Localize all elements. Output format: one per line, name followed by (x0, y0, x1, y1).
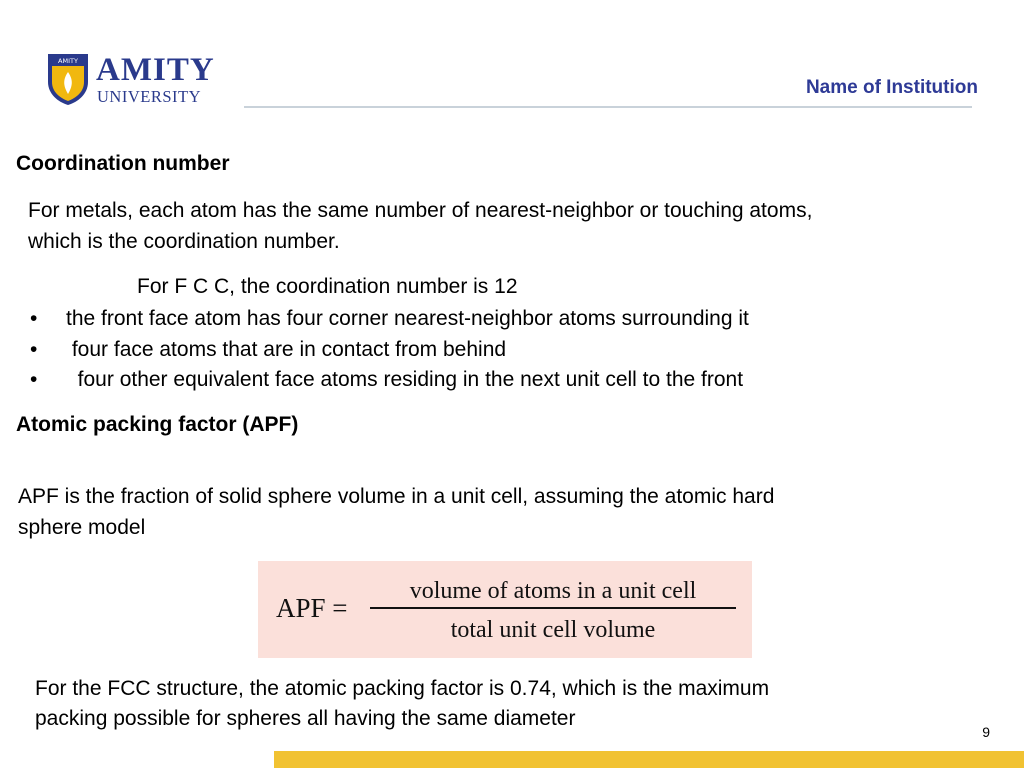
amity-logo (46, 52, 226, 110)
bullet-text: four other equivalent face atoms residing in the next unit cell to the front (66, 368, 744, 391)
footer-bar (274, 751, 1024, 768)
formula-lhs: APF = (276, 593, 348, 623)
bullet-text: four face atoms that are in contact from behind (66, 337, 507, 361)
apf-definition-line2: sphere model (18, 516, 146, 539)
coordination-para-line1: For metals, each atom has the same number of nearest-neighbor or touching atoms, (28, 199, 813, 222)
bullet-text: the front face atom has four corner nearest-neighbor atoms surrounding it (66, 307, 749, 330)
list-item (30, 304, 749, 335)
coordination-para-line2: which is the coordination number. (28, 230, 340, 253)
shield-icon (46, 52, 90, 106)
bullet-dot: • (30, 337, 38, 361)
shield-text: AMITY (58, 57, 78, 65)
list-item (30, 365, 749, 396)
apf-conclusion-line2: packing possible for spheres all having the same diameter (35, 707, 576, 730)
bullet-dot: • (30, 368, 38, 391)
bullet-dot: • (30, 307, 38, 330)
coordination-heading: Coordination number (16, 152, 230, 175)
header-divider (244, 106, 972, 108)
logo-amity-text: AMITY (96, 52, 215, 88)
apf-conclusion-line1: For the FCC structure, the atomic packing factor is 0.74, which is the maximum (35, 677, 770, 700)
apf-formula-box (258, 561, 752, 658)
formula-denominator: total unit cell volume (450, 617, 656, 643)
coordination-bullet-list (30, 304, 749, 396)
fcc-coordination-line: For F C C, the coordination number is 12 (137, 275, 518, 298)
apf-definition-line1: APF is the fraction of solid sphere volume in a unit cell, assuming the atomic hard (18, 485, 775, 508)
formula-numerator: volume of atoms in a unit cell (409, 578, 697, 604)
apf-heading: Atomic packing factor (APF) (16, 413, 299, 436)
page-number: 9 (982, 724, 990, 740)
logo-university-text: UNIVERSITY (97, 87, 201, 106)
list-item (30, 335, 749, 366)
apf-formula (258, 561, 752, 658)
institution-name: Name of Institution (805, 77, 978, 98)
